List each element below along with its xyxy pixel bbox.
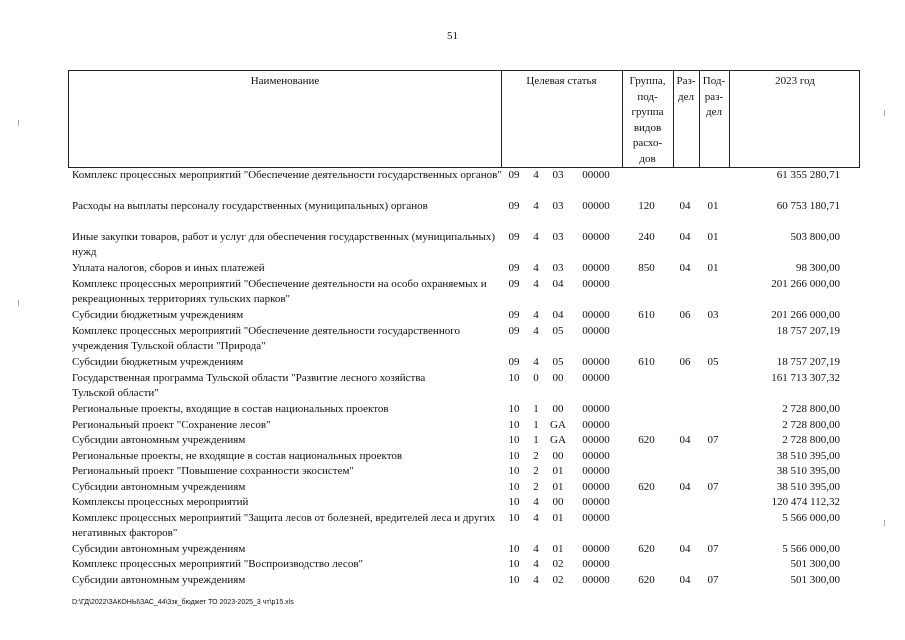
table-row: Комплексы процессных мероприятий 10 4 00 00000 120 474 112,32 (72, 496, 840, 508)
scan-mark (884, 110, 885, 116)
row-amount: 38 510 395,00 (776, 480, 840, 493)
table-row: Расходы на выплаты персоналу государственных (муниципальных) органов 09 4 03 00000 120 04 01 60 753 180,71 (72, 200, 840, 212)
header-section: Раз- дел (676, 75, 696, 103)
table-row: Комплекс процессных мероприятий "Воспроизводство лесов" 10 4 02 00000 501 300,00 (72, 558, 840, 570)
row-amount: 2 728 800,00 (782, 418, 840, 431)
row-amount: 501 300,00 (790, 558, 840, 570)
row-name: Региональные проекты, входящие в состав национальных проектов (72, 403, 389, 415)
scan-mark (18, 300, 19, 306)
row-amount: 503 800,00 (790, 231, 840, 243)
row-amount: 61 355 280,71 (776, 169, 840, 181)
file-path-footer: D:\ГД\2022\ЗАКОНЫ\ЗАС_44\3зк_бюджет ТО 2023-2025_3 чт\р15.xls (72, 599, 294, 606)
scan-mark (884, 520, 885, 526)
header-group: Группа, под- группа видов расхо- дов (629, 75, 666, 165)
table-header (68, 70, 860, 168)
table-row: Субсидии автономным учреждениям 10 2 01 00000 620 04 07 38 510 395,00 (72, 480, 840, 493)
row-name: Региональный проект "Сохранение лесов" (72, 418, 271, 431)
table-row: Субсидии бюджетным учреждениям 09 4 04 00000 610 06 03 201 266 000,00 (72, 309, 840, 321)
row-amount: 201 266 000,00 (771, 278, 840, 290)
row-amount: 18 757 207,19 (776, 356, 840, 368)
row-name: Государственная программа Тульской области "Развитие лесного хозяйства Тульской области" (72, 372, 426, 399)
table-row: Комплекс процессных мероприятий "Обеспечение деятельности на особо охраняемых и рекреационных территориях тульских парков" 09 4 04 00000 201 266 000,00 (72, 278, 840, 305)
table-row: Субсидии автономным учреждениям 10 4 01 00000 620 04 07 5 566 000,00 (72, 542, 840, 555)
row-name: Региональный проект "Повышение сохранности экосистем" (72, 465, 354, 477)
table-row: Уплата налогов, сборов и иных платежей 09 4 03 00000 850 04 01 98 300,00 (72, 262, 840, 274)
row-name: Субсидии бюджетным учреждениям (72, 356, 244, 368)
row-amount: 5 566 000,00 (782, 542, 840, 555)
row-name: Комплекс процессных мероприятий "Защита лесов от болезней, вредителей леса и других негативных факторов" (72, 511, 496, 539)
row-amount: 501 300,00 (790, 573, 840, 586)
row-amount: 38 510 395,00 (776, 449, 840, 462)
row-amount: 5 566 000,00 (782, 511, 840, 524)
page-number: 51 (447, 30, 458, 42)
table-row: Государственная программа Тульской области "Развитие лесного хозяйства Тульской области" 10 0 00 00000 161 713 307,32 (72, 372, 840, 399)
table-row: Региональный проект "Повышение сохранности экосистем" 10 2 01 00000 38 510 395,00 (72, 465, 840, 477)
table-row: Субсидии автономным учреждениям 10 1 GA 00000 620 04 07 2 728 800,00 (72, 434, 840, 446)
budget-table (68, 70, 860, 588)
row-name: Комплексы процессных мероприятий (72, 496, 249, 508)
row-name: Региональные проекты, не входящие в состав национальных проектов (72, 449, 403, 462)
row-name: Комплекс процессных мероприятий "Обеспечение деятельности государственных органов" (72, 169, 502, 181)
row-amount: 201 266 000,00 (771, 309, 840, 321)
row-name: Комплекс процессных мероприятий "Обеспечение деятельности на особо охраняемых и рекреационных территориях тульских парков" (72, 278, 487, 305)
table-row: Региональный проект "Сохранение лесов" 10 1 GA 00000 2 728 800,00 (72, 418, 840, 431)
row-name: Комплекс процессных мероприятий "Обеспечение деятельности государственного учреждения Тульской области "Природа" (72, 325, 460, 352)
table-row: Комплекс процессных мероприятий "Обеспечение деятельности государственного учреждения Тульской области "Природа" 09 4 05 00000 18 757 207,19 (72, 325, 840, 352)
table-row: Региональные проекты, не входящие в состав национальных проектов 10 2 00 00000 38 510 395,00 (72, 449, 840, 462)
row-name: Субсидии автономным учреждениям (72, 434, 246, 446)
header-year: 2023 год (775, 75, 815, 87)
row-name: Уплата налогов, сборов и иных платежей (72, 262, 265, 274)
table-row: Комплекс процессных мероприятий "Защита лесов от болезней, вредителей леса и других негативных факторов" 10 4 01 00000 5 566 000,00 (72, 511, 840, 539)
row-name: Расходы на выплаты персоналу государственных (муниципальных) органов (72, 200, 428, 212)
table-row: Иные закупки товаров, работ и услуг для обеспечения государственных (муниципальных) нужд 09 4 03 00000 240 04 01 503 800,00 (72, 231, 840, 258)
table-row: Комплекс процессных мероприятий "Обеспечение деятельности государственных органов" 09 4 03 00000 61 355 280,71 (72, 169, 840, 181)
row-amount: 38 510 395,00 (776, 465, 840, 477)
row-name: Иные закупки товаров, работ и услуг для обеспечения государственных (муниципальных) нужд (72, 231, 496, 258)
header-target: Целевая статья (526, 75, 597, 87)
row-amount: 120 474 112,32 (771, 496, 840, 508)
table-row: Региональные проекты, входящие в состав национальных проектов 10 1 00 00000 2 728 800,00 (72, 403, 840, 415)
row-name: Комплекс процессных мероприятий "Воспроизводство лесов" (72, 558, 364, 570)
row-amount: 161 713 307,32 (771, 372, 840, 384)
row-amount: 60 753 180,71 (776, 200, 840, 212)
scan-mark (18, 120, 19, 126)
table-body (68, 168, 860, 588)
table-row: Субсидии бюджетным учреждениям 09 4 05 00000 610 06 05 18 757 207,19 (72, 356, 840, 368)
row-name: Субсидии автономным учреждениям (72, 573, 246, 586)
row-amount: 2 728 800,00 (782, 403, 840, 415)
header-name: Наименование (250, 75, 320, 87)
row-amount: 18 757 207,19 (776, 325, 840, 337)
row-name: Субсидии бюджетным учреждениям (72, 309, 244, 321)
row-name: Субсидии автономным учреждениям (72, 542, 246, 555)
row-amount: 98 300,00 (796, 262, 840, 274)
row-amount: 2 728 800,00 (782, 434, 840, 446)
row-name: Субсидии автономным учреждениям (72, 480, 246, 493)
header-subsection: Под- раз- дел (702, 75, 726, 119)
table-row: Субсидии автономным учреждениям 10 4 02 00000 620 04 07 501 300,00 (72, 573, 840, 586)
